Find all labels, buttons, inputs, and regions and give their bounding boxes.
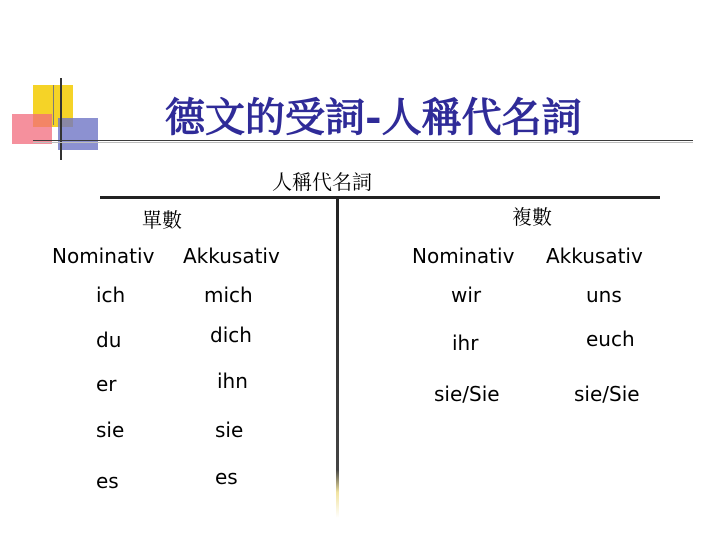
table-cell: du	[96, 328, 122, 352]
table-cell: er	[96, 372, 117, 396]
table-cell: euch	[586, 327, 635, 351]
plural-col-akkusativ: Akkusativ	[546, 244, 643, 268]
table-cell: es	[215, 465, 238, 489]
table-cell: uns	[586, 283, 622, 307]
table-cell: mich	[204, 283, 253, 307]
plural-col-nominativ: Nominativ	[412, 244, 515, 268]
table-caption: 人稱代名詞	[272, 170, 372, 194]
logo-vertical-line	[60, 78, 62, 160]
table-cell: es	[96, 469, 119, 493]
singular-header: 單數	[142, 208, 182, 232]
logo-blue-square	[58, 118, 98, 150]
table-cell: sie	[215, 418, 244, 442]
table-cell: ihr	[452, 331, 479, 355]
slide-title: 德文的受詞-人稱代名詞	[165, 94, 582, 141]
table-vertical-divider	[336, 196, 339, 518]
table-cell: dich	[210, 323, 252, 347]
singular-col-nominativ: Nominativ	[52, 244, 155, 268]
table-cell: sie/Sie	[574, 382, 640, 406]
table-horizontal-line	[100, 196, 660, 199]
table-cell: sie/Sie	[434, 382, 500, 406]
logo-vertical-line-thin	[53, 85, 54, 125]
plural-header: 複數	[512, 205, 552, 229]
table-cell: ich	[96, 283, 126, 307]
table-cell: sie	[96, 418, 125, 442]
table-cell: ihn	[217, 369, 248, 393]
table-cell: wir	[451, 283, 482, 307]
singular-col-akkusativ: Akkusativ	[183, 244, 280, 268]
